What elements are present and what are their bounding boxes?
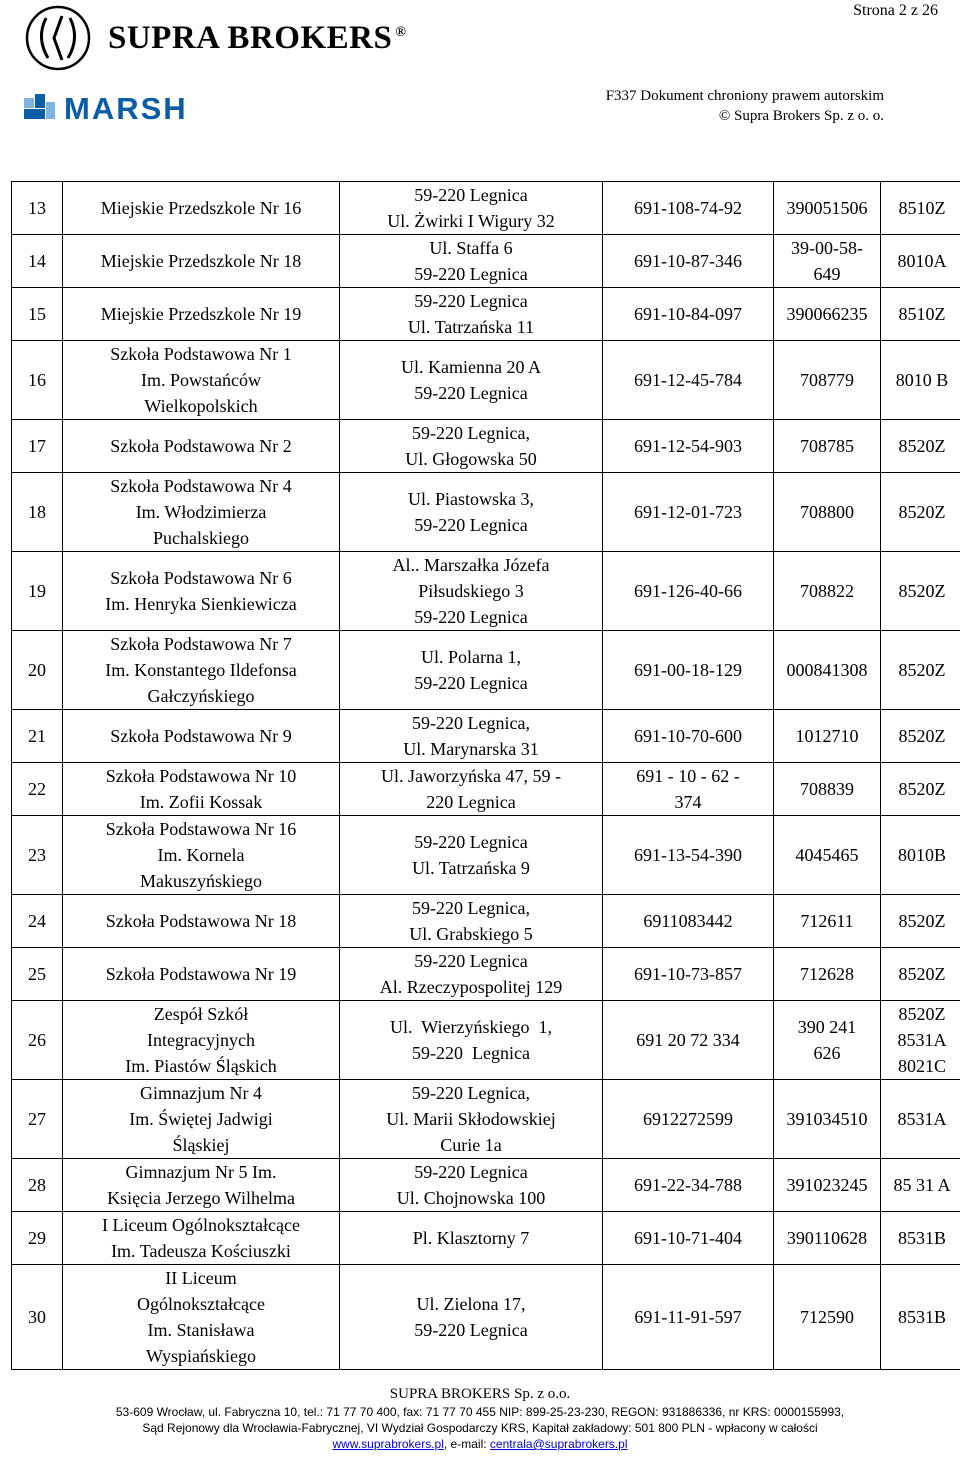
cell-no: 15: [12, 288, 63, 341]
name-line: Szkoła Podstawowa Nr 1: [110, 344, 292, 364]
table-row: [12, 763, 960, 816]
regon-line: 649: [813, 264, 841, 284]
cell-name: [63, 1001, 340, 1080]
regon-line: 391034510: [786, 1109, 868, 1129]
cell-regon: [774, 1080, 881, 1159]
regon-line: 390051506: [786, 198, 868, 218]
cell-address: [340, 1212, 603, 1265]
table-row: [12, 631, 960, 710]
cell-address: [340, 1265, 603, 1370]
cell-address: [340, 420, 603, 473]
cell-name: [63, 816, 340, 895]
address-line: 59-220 Legnica,: [412, 898, 530, 918]
cell-no: 21: [12, 710, 63, 763]
nip-line: 691-10-84-097: [634, 304, 742, 324]
name-line: Im. Kornela: [157, 845, 245, 865]
table-row: [12, 288, 960, 341]
cell-pkd: [881, 631, 960, 710]
cell-address: [340, 763, 603, 816]
footer: [0, 1385, 960, 1452]
cell-pkd: [881, 1159, 960, 1212]
name-line: Szkoła Podstawowa Nr 2: [110, 436, 292, 456]
nip-line: 6911083442: [643, 911, 733, 931]
address-line: 59-220 Legnica,: [412, 713, 530, 733]
address-line: 59-220 Legnica,: [412, 1083, 530, 1103]
name-line: Im. Zofii Kossak: [139, 792, 263, 812]
nip-line: 691-12-54-903: [634, 436, 742, 456]
nip-line: 691-12-01-723: [634, 502, 742, 522]
table-row: [12, 235, 960, 288]
pkd-line: 8010 B: [895, 370, 949, 390]
cell-address: [340, 816, 603, 895]
brand-name: SUPRA BROKERS ®: [108, 20, 407, 56]
cell-regon: [774, 473, 881, 552]
pkd-line: 8520Z: [898, 964, 946, 984]
cell-no: 27: [12, 1080, 63, 1159]
pkd-line: 8520Z: [898, 726, 946, 746]
cell-name: [63, 420, 340, 473]
cell-pkd: [881, 288, 960, 341]
cell-no: 25: [12, 948, 63, 1001]
name-line: Szkoła Podstawowa Nr 9: [110, 726, 292, 746]
cell-pkd: [881, 895, 960, 948]
cell-pkd: [881, 341, 960, 420]
cell-pkd: [881, 552, 960, 631]
copyright-notice: [606, 86, 884, 126]
address-line: Curie 1a: [440, 1135, 502, 1155]
address-line: Ul. Tatrzańska 9: [412, 858, 530, 878]
regon-line: 1012710: [795, 726, 859, 746]
cell-regon: [774, 552, 881, 631]
table-row: [12, 1080, 960, 1159]
cell-no: 20: [12, 631, 63, 710]
nip-line: 691-10-73-857: [634, 964, 742, 984]
name-line: Gałczyńskiego: [147, 686, 255, 706]
cell-no: 13: [12, 182, 63, 235]
cell-pkd: [881, 1001, 960, 1080]
cell-nip: [603, 235, 774, 288]
nip-line: 691-22-34-788: [634, 1175, 742, 1195]
cell-address: [340, 1159, 603, 1212]
name-line: Wielkopolskich: [144, 396, 258, 416]
cell-address: [340, 1080, 603, 1159]
supra-brokers-logo-icon: [24, 4, 92, 72]
pkd-line: 85 31 A: [893, 1175, 951, 1195]
cell-name: [63, 631, 340, 710]
cell-nip: [603, 473, 774, 552]
cell-address: [340, 710, 603, 763]
name-line: Szkoła Podstawowa Nr 16: [105, 819, 297, 839]
name-line: Szkoła Podstawowa Nr 18: [105, 911, 297, 931]
cell-regon: [774, 763, 881, 816]
cell-name: [63, 948, 340, 1001]
cell-nip: [603, 631, 774, 710]
address-line: Ul. Żwirki I Wigury 32: [387, 211, 555, 231]
address-line: Ul. Jaworzyńska 47, 59 -: [381, 766, 561, 786]
cell-address: [340, 341, 603, 420]
pkd-line: 8510Z: [898, 198, 946, 218]
cell-nip: [603, 420, 774, 473]
page-number: Strona 2 z 26: [853, 2, 938, 19]
svg-text:MARSH: MARSH: [64, 91, 188, 126]
cell-pkd: [881, 420, 960, 473]
address-line: 59-220 Legnica: [414, 832, 528, 852]
regon-line: 4045465: [795, 845, 859, 865]
cell-name: [63, 763, 340, 816]
cell-address: [340, 288, 603, 341]
cell-regon: [774, 235, 881, 288]
cell-nip: [603, 948, 774, 1001]
footer-address: 53-609 Wrocław, ul. Fabryczna 10, tel.: 71 77 70 400, fax: 71 77 70 455 NIP: 899-25-23-230, REGON: 931886336, nr KRS: 0000155993,: [115, 1405, 845, 1419]
table-row: [12, 552, 960, 631]
address-line: Ul. Chojnowska 100: [396, 1188, 546, 1208]
table-row: [12, 182, 960, 235]
nip-line: 691-10-87-346: [634, 251, 742, 271]
nip-line: 6912272599: [643, 1109, 733, 1129]
nip-line: 691-126-40-66: [634, 581, 742, 601]
cell-regon: [774, 948, 881, 1001]
cell-name: [63, 1080, 340, 1159]
address-line: Ul. Polarna 1,: [421, 647, 521, 667]
cell-no: 29: [12, 1212, 63, 1265]
name-line: Im. Włodzimierza: [135, 502, 267, 522]
table-row: [12, 473, 960, 552]
name-line: Makuszyńskiego: [140, 871, 262, 891]
regon-line: 390 241: [797, 1017, 857, 1037]
nip-line: 691-108-74-92: [634, 198, 742, 218]
pkd-line: 8520Z: [898, 660, 946, 680]
cell-nip: [603, 341, 774, 420]
marsh-logo-icon: [24, 88, 239, 126]
pkd-line: 8510Z: [898, 304, 946, 324]
nip-line: 691-10-70-600: [634, 726, 742, 746]
cell-pkd: [881, 235, 960, 288]
name-line: Wyspiańskiego: [146, 1346, 256, 1366]
cell-regon: [774, 288, 881, 341]
name-line: Szkoła Podstawowa Nr 19: [105, 964, 297, 984]
cell-regon: [774, 1159, 881, 1212]
cell-name: [63, 1265, 340, 1370]
cell-no: 22: [12, 763, 63, 816]
name-line: Im. Tadeusza Kościuszki: [111, 1241, 291, 1261]
name-line: Puchalskiego: [153, 528, 249, 548]
regon-line: 712628: [800, 964, 854, 984]
table-row: [12, 341, 960, 420]
cell-regon: [774, 341, 881, 420]
email-label: , e-mail:: [443, 1437, 490, 1451]
nip-line: 691-00-18-129: [634, 660, 742, 680]
address-line: 220 Legnica: [426, 792, 516, 812]
cell-pkd: [881, 710, 960, 763]
cell-no: 23: [12, 816, 63, 895]
cell-pkd: [881, 473, 960, 552]
regon-line: 708785: [800, 436, 854, 456]
table-row: [12, 895, 960, 948]
pkd-line: 8520Z: [898, 581, 946, 601]
cell-nip: [603, 710, 774, 763]
address-line: Ul. Grabskiego 5: [409, 924, 533, 944]
address-line: Ul. Kamienna 20 A: [401, 357, 541, 377]
table-row: [12, 1212, 960, 1265]
name-line: Im. Świętej Jadwigi: [129, 1109, 273, 1129]
name-line: Szkoła Podstawowa Nr 10: [105, 766, 297, 786]
footer-court: Sąd Rejonowy dla Wrocławia-Fabrycznej, VI Wydział Gospodarczy KRS, Kapitał zakładowy: 501 800 PLN - wpłacony w całości: [142, 1421, 818, 1435]
table-row: [12, 1159, 960, 1212]
cell-name: [63, 473, 340, 552]
cell-no: 26: [12, 1001, 63, 1080]
regon-line: 391023245: [786, 1175, 868, 1195]
name-line: Szkoła Podstawowa Nr 6: [110, 568, 292, 588]
name-line: Gimnazjum Nr 4: [140, 1083, 262, 1103]
nip-line: 691-12-45-784: [634, 370, 742, 390]
address-line: Al.. Marszałka Józefa: [392, 555, 550, 575]
cell-name: [63, 288, 340, 341]
regon-line: 712590: [800, 1307, 854, 1327]
cell-pkd: [881, 763, 960, 816]
cell-pkd: [881, 1265, 960, 1370]
name-line: II Liceum: [165, 1268, 237, 1288]
address-line: Ul. Marii Skłodowskiej: [386, 1109, 556, 1129]
cell-name: [63, 895, 340, 948]
cell-pkd: [881, 948, 960, 1001]
cell-name: [63, 552, 340, 631]
name-line: Im. Henryka Sienkiewicza: [105, 594, 297, 614]
nip-line: 374: [674, 792, 702, 812]
name-line: Im. Piastów Śląskich: [125, 1056, 277, 1076]
cell-nip: [603, 816, 774, 895]
cell-regon: [774, 1001, 881, 1080]
address-line: 59-220 Legnica: [414, 185, 528, 205]
address-line: 59-220 Legnica: [414, 264, 528, 284]
pkd-line: 8520Z: [898, 502, 946, 522]
cell-name: [63, 235, 340, 288]
cell-address: [340, 895, 603, 948]
pkd-line: 8010A: [897, 251, 947, 271]
name-line: Księcia Jerzego Wilhelma: [107, 1188, 295, 1208]
address-line: 59-220 Legnica: [414, 607, 528, 627]
pkd-line: 8520Z: [898, 1004, 946, 1024]
address-line: Ul. Tatrzańska 11: [407, 317, 535, 337]
cell-nip: [603, 1159, 774, 1212]
cell-address: [340, 473, 603, 552]
pkd-line: 8520Z: [898, 436, 946, 456]
address-line: Ul. Głogowska 50: [405, 449, 537, 469]
cell-name: [63, 182, 340, 235]
name-line: I Liceum Ogólnokształcące: [102, 1215, 300, 1235]
pkd-line: 8531B: [897, 1307, 946, 1327]
name-line: Integracyjnych: [147, 1030, 255, 1050]
table-row: [12, 710, 960, 763]
email-link[interactable]: centrala@suprabrokers.pl: [489, 1437, 628, 1451]
pkd-line: 8531A: [897, 1109, 947, 1129]
address-line: Al. Rzeczypospolitej 129: [379, 977, 563, 997]
address-line: Ul. Marynarska 31: [403, 739, 539, 759]
pkd-line: 8520Z: [898, 779, 946, 799]
name-line: Miejskie Przedszkole Nr 19: [100, 304, 302, 324]
address-line: 59-220 Legnica: [414, 1162, 528, 1182]
cell-regon: [774, 895, 881, 948]
address-line: 59-220 Legnica: [414, 515, 528, 535]
cell-nip: [603, 763, 774, 816]
regon-line: 708822: [800, 581, 854, 601]
copyright-line-1: F337 Dokument chroniony prawem autorskim: [605, 88, 884, 104]
cell-regon: [774, 420, 881, 473]
name-line: Im. Powstańców: [141, 370, 261, 390]
name-line: Szkoła Podstawowa Nr 4: [110, 476, 292, 496]
regon-line: 626: [813, 1043, 841, 1063]
address-line: 59-220 Legnica: [414, 1320, 528, 1340]
cell-nip: [603, 288, 774, 341]
cell-nip: [603, 1265, 774, 1370]
name-line: Ogólnokształcące: [137, 1294, 265, 1314]
regon-line: 000841308: [786, 660, 868, 680]
name-line: Szkoła Podstawowa Nr 7: [110, 634, 292, 654]
nip-line: 691 20 72 334: [636, 1030, 740, 1050]
cell-pkd: [881, 1212, 960, 1265]
cell-pkd: [881, 1080, 960, 1159]
pkd-line: 8520Z: [898, 911, 946, 931]
cell-nip: [603, 1001, 774, 1080]
table-row: [12, 816, 960, 895]
address-line: Ul. Staffa 6: [429, 238, 513, 258]
regon-line: 708839: [800, 779, 854, 799]
nip-line: 691-11-91-597: [634, 1307, 742, 1327]
cell-address: [340, 631, 603, 710]
cell-address: [340, 1001, 603, 1080]
cell-address: [340, 182, 603, 235]
cell-regon: [774, 1212, 881, 1265]
cell-regon: [774, 631, 881, 710]
address-line: 59-220 Legnica,: [412, 423, 530, 443]
cell-nip: [603, 552, 774, 631]
cell-no: 19: [12, 552, 63, 631]
cell-name: [63, 710, 340, 763]
address-line: Ul. Wierzyńskiego 1,: [390, 1017, 552, 1037]
table-row: [12, 948, 960, 1001]
name-line: Śląskiej: [172, 1135, 230, 1155]
copyright-line-2: © Supra Brokers Sp. z o. o.: [718, 108, 884, 124]
cell-pkd: [881, 816, 960, 895]
cell-nip: [603, 182, 774, 235]
nip-line: 691-10-71-404: [634, 1228, 742, 1248]
cell-address: [340, 235, 603, 288]
cell-pkd: [881, 182, 960, 235]
cell-address: [340, 948, 603, 1001]
cell-regon: [774, 182, 881, 235]
cell-no: 24: [12, 895, 63, 948]
address-line: 59-220 Legnica: [414, 291, 528, 311]
cell-name: [63, 1159, 340, 1212]
cell-nip: [603, 1080, 774, 1159]
website-link[interactable]: www.suprabrokers.pl: [332, 1437, 444, 1451]
cell-no: 14: [12, 235, 63, 288]
address-line: Ul. Zielona 17,: [416, 1294, 526, 1314]
address-line: 59-220 Legnica: [414, 951, 528, 971]
pkd-line: 8010B: [897, 845, 946, 865]
table-row: [12, 420, 960, 473]
institutions-table: [11, 181, 960, 1370]
address-line: 59-220 Legnica: [412, 1043, 530, 1063]
regon-line: 708779: [800, 370, 854, 390]
regon-line: 39-00-58-: [791, 238, 863, 258]
cell-regon: [774, 816, 881, 895]
pkd-line: 8531A: [897, 1030, 947, 1050]
regon-line: 708800: [800, 502, 854, 522]
cell-no: 18: [12, 473, 63, 552]
cell-name: [63, 1212, 340, 1265]
address-line: 59-220 Legnica: [414, 383, 528, 403]
cell-no: 30: [12, 1265, 63, 1370]
address-line: Ul. Piastowska 3,: [408, 489, 534, 509]
cell-regon: [774, 710, 881, 763]
nip-line: 691 - 10 - 62 -: [636, 766, 740, 786]
cell-no: 28: [12, 1159, 63, 1212]
cell-name: [63, 341, 340, 420]
regon-line: 712611: [800, 911, 854, 931]
table-row: [12, 1001, 960, 1080]
pkd-line: 8021C: [897, 1056, 946, 1076]
address-line: Pl. Klasztorny 7: [412, 1228, 530, 1248]
cell-no: 17: [12, 420, 63, 473]
name-line: Miejskie Przedszkole Nr 18: [100, 251, 302, 271]
table-row: [12, 1265, 960, 1370]
cell-nip: [603, 895, 774, 948]
name-line: Zespół Szkół: [153, 1004, 249, 1024]
address-line: 59-220 Legnica: [414, 673, 528, 693]
pkd-line: 8531B: [897, 1228, 946, 1248]
regon-line: 390110628: [786, 1228, 868, 1248]
footer-contact: [0, 1436, 960, 1452]
regon-line: 390066235: [786, 304, 868, 324]
name-line: Miejskie Przedszkole Nr 16: [100, 198, 302, 218]
cell-regon: [774, 1265, 881, 1370]
cell-nip: [603, 1212, 774, 1265]
name-line: Im. Konstantego Ildefonsa: [105, 660, 297, 680]
address-line: Piłsudskiego 3: [418, 581, 524, 601]
nip-line: 691-13-54-390: [634, 845, 742, 865]
name-line: Gimnazjum Nr 5 Im.: [125, 1162, 277, 1182]
name-line: Im. Stanisława: [147, 1320, 255, 1340]
cell-no: 16: [12, 341, 63, 420]
cell-address: [340, 552, 603, 631]
footer-company: SUPRA BROKERS Sp. z o.o.: [389, 1386, 571, 1402]
